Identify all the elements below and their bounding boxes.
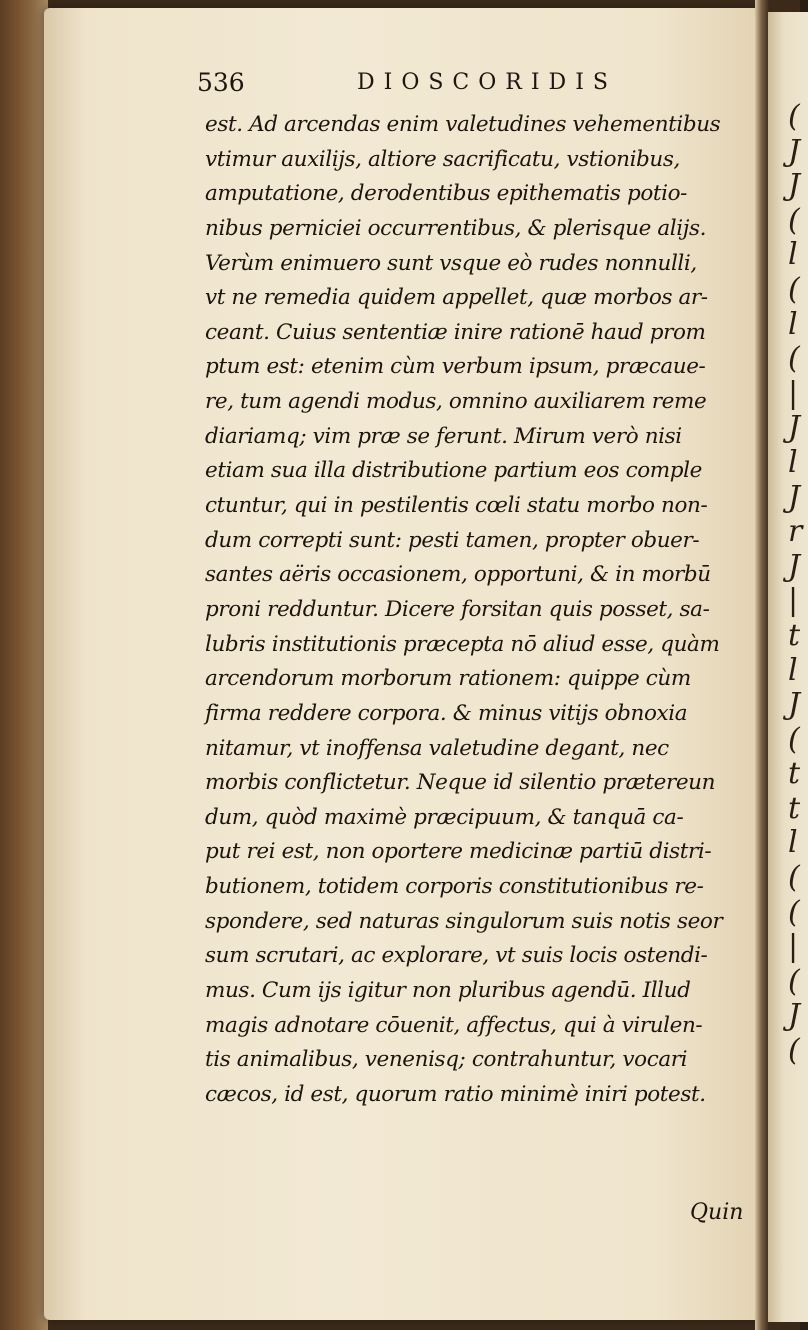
text-line: sum scrutari, ac explorare, vt suis locis ostendi-: [205, 943, 708, 969]
facing-page-text-fragments: [788, 99, 803, 1069]
text-line: put rei est, non oportere medicinæ partiū distri-: [205, 839, 712, 865]
edge-glyph: t: [788, 790, 801, 826]
edge-glyph: |: [788, 583, 799, 619]
edge-glyph: t: [788, 756, 801, 792]
text-line: re, tum agendi modus, omnino auxiliarem reme: [205, 389, 707, 415]
edge-glyph: (: [788, 202, 800, 238]
edge-glyph: J: [788, 998, 801, 1034]
edge-glyph: J: [788, 687, 801, 723]
text-line: butionem, totidem corporis constitutionibus re-: [205, 874, 704, 900]
text-line: vtimur auxilijs, altiore sacrificatu, vstionibus,: [205, 146, 680, 172]
edge-glyph: (: [788, 721, 800, 757]
edge-glyph: l: [788, 825, 798, 861]
text-line: lubris institutionis præcepta nō aliud esse, quàm: [205, 631, 720, 657]
text-line: tis animalibus, venenisq; contrahuntur, vocari: [205, 1047, 688, 1073]
running-title: DIOSCORIDIS: [357, 70, 617, 95]
text-line: dum correpti sunt: pesti tamen, propter obuer-: [205, 527, 700, 553]
text-line: mus. Cum ijs igitur non pluribus agendū. Illud: [205, 978, 691, 1004]
edge-glyph: J: [788, 133, 801, 169]
edge-glyph: (: [788, 894, 800, 930]
edge-glyph: |: [788, 375, 799, 411]
text-line: dum, quòd maximè præcipuum, & tanquā ca-: [205, 804, 684, 830]
edge-glyph: (: [788, 341, 800, 377]
text-line: nitamur, vt inoffensa valetudine degant, nec: [205, 735, 669, 761]
edge-glyph: (: [788, 860, 800, 896]
edge-glyph: l: [788, 444, 798, 480]
edge-glyph: l: [788, 306, 798, 342]
edge-glyph: |: [788, 929, 799, 965]
left-binding-edge: [0, 0, 48, 1330]
catchword: Quin: [690, 1200, 744, 1225]
edge-glyph: (: [788, 1033, 800, 1069]
text-line: vt ne remedia quidem appellet, quæ morbos ar-: [205, 285, 708, 311]
text-line: firma reddere corpora. & minus vitijs obnoxia: [205, 700, 688, 726]
edge-glyph: (: [788, 99, 800, 134]
edge-glyph: (: [788, 963, 800, 999]
text-line: ctuntur, qui in pestilentis cœli statu morbo non-: [205, 493, 708, 519]
text-line: morbis conflictetur. Neque id silentio prætereun: [205, 770, 716, 796]
edge-glyph: l: [788, 237, 798, 273]
text-line: diariamq; vim præ se ferunt. Mirum verò nisi: [205, 423, 682, 449]
text-line: spondere, sed naturas singulorum suis notis seor: [205, 908, 723, 934]
edge-glyph: t: [788, 617, 801, 653]
edge-glyph: J: [788, 410, 801, 446]
edge-glyph: (: [788, 271, 800, 307]
page-number: 536: [197, 68, 245, 97]
text-line: est. Ad arcendas enim valetudines vehementibus: [205, 112, 721, 137]
text-line: ceant. Cuius sententiæ inire rationē haud prom: [205, 319, 706, 345]
text-line: cæcos, id est, quorum ratio minimè iniri potest.: [205, 1081, 706, 1107]
text-line: Verùm enimuero sunt vsque eò rudes nonnulli,: [205, 250, 697, 276]
text-line: arcendorum morborum rationem: quippe cùm: [205, 666, 691, 692]
body-text: [205, 108, 765, 1113]
edge-glyph: l: [788, 652, 798, 688]
text-line: magis adnotare cōuenit, affectus, qui à virulen-: [205, 1012, 703, 1038]
text-line: ptum est: etenim cùm verbum ipsum, præcaue-: [205, 354, 706, 380]
text-line: etiam sua illa distributione partium eos comple: [205, 458, 702, 484]
edge-glyph: J: [788, 479, 801, 515]
text-line: proni redduntur. Dicere forsitan quis posset, sa-: [205, 596, 710, 622]
text-line: amputatione, derodentibus epithematis potio-: [205, 181, 688, 207]
edge-glyph: J: [788, 168, 801, 204]
text-line: nibus perniciei occurrentibus, & plerisque alijs.: [205, 215, 707, 241]
edge-glyph: J: [788, 548, 801, 584]
edge-glyph: r: [788, 514, 803, 550]
text-line: santes aëris occasionem, opportuni, & in morbū: [205, 562, 711, 588]
